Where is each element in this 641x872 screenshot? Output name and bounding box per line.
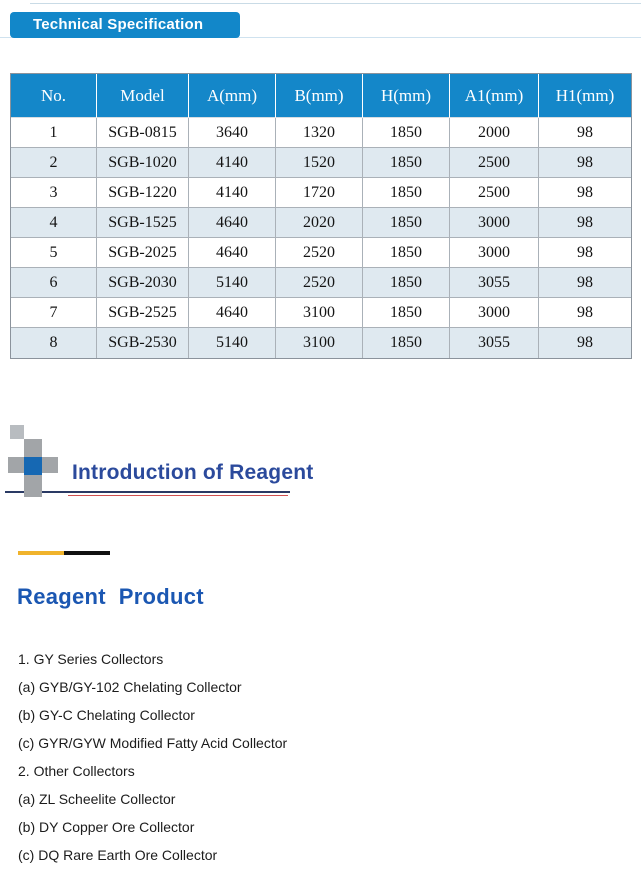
product-list-item: 1. GY Series Collectors — [18, 651, 164, 667]
table-cell: 1850 — [363, 208, 450, 238]
table-cell: 98 — [539, 328, 631, 358]
table-cell: 2 — [11, 148, 97, 178]
table-cell: 3640 — [189, 118, 276, 148]
table-cell: 2520 — [276, 238, 363, 268]
logo-square-light-gray — [10, 425, 24, 439]
table-cell: 2000 — [450, 118, 539, 148]
table-cell: 1850 — [363, 148, 450, 178]
table-cell: 98 — [539, 298, 631, 328]
column-header: No. — [11, 74, 97, 118]
logo-square-gray-left — [8, 457, 24, 473]
table-cell: 2520 — [276, 268, 363, 298]
divider-black-segment — [64, 551, 110, 555]
logo-square-gray-bottom — [24, 475, 42, 497]
table-cell: SGB-2530 — [97, 328, 189, 358]
product-list-item: (b) GY-C Chelating Collector — [18, 707, 195, 723]
column-header: H1(mm) — [539, 74, 631, 118]
heading-navy-underline — [5, 491, 290, 493]
table-cell: 2500 — [450, 178, 539, 208]
spec-table-header-row — [11, 74, 631, 118]
table-cell: 98 — [539, 178, 631, 208]
column-header: H(mm) — [363, 74, 450, 118]
table-cell: 3000 — [450, 298, 539, 328]
table-cell: SGB-2030 — [97, 268, 189, 298]
product-list-item: (c) DQ Rare Earth Ore Collector — [18, 847, 218, 863]
table-cell: 98 — [539, 238, 631, 268]
table-cell: 5 — [11, 238, 97, 268]
table-cell: SGB-0815 — [97, 118, 189, 148]
logo-square-gray-right — [42, 457, 58, 473]
table-cell: 1720 — [276, 178, 363, 208]
table-row — [11, 238, 631, 268]
column-header: A(mm) — [189, 74, 276, 118]
table-row — [11, 328, 631, 358]
table-cell: 3 — [11, 178, 97, 208]
table-cell: 2500 — [450, 148, 539, 178]
table-cell: 6 — [11, 268, 97, 298]
table-cell: 7 — [11, 298, 97, 328]
table-cell: 1850 — [363, 238, 450, 268]
table-cell: 3000 — [450, 238, 539, 268]
table-cell: 4140 — [189, 178, 276, 208]
table-cell: 8 — [11, 328, 97, 358]
table-row — [11, 148, 631, 178]
product-list-item: (b) DY Copper Ore Collector — [18, 819, 195, 835]
table-cell: 98 — [539, 208, 631, 238]
table-cell: 98 — [539, 118, 631, 148]
reagent-product-heading: Reagent Product — [17, 584, 204, 609]
table-cell: 5140 — [189, 268, 276, 298]
table-cell: 4640 — [189, 298, 276, 328]
table-cell: 1850 — [363, 298, 450, 328]
table-cell: 2020 — [276, 208, 363, 238]
product-list-item: (a) GYB/GY-102 Chelating Collector — [18, 679, 242, 695]
spec-table-body — [11, 118, 631, 358]
table-cell: 1850 — [363, 328, 450, 358]
table-cell: 1320 — [276, 118, 363, 148]
table-cell: 98 — [539, 268, 631, 298]
table-row — [11, 298, 631, 328]
table-cell: 3055 — [450, 268, 539, 298]
table-cell: 4640 — [189, 208, 276, 238]
heading-red-underline — [68, 495, 288, 496]
table-cell: 98 — [539, 148, 631, 178]
table-row — [11, 208, 631, 238]
table-row — [11, 118, 631, 148]
table-row — [11, 268, 631, 298]
table-cell: 3055 — [450, 328, 539, 358]
table-cell: SGB-1525 — [97, 208, 189, 238]
column-header: Model — [97, 74, 189, 118]
product-list-item: (a) ZL Scheelite Collector — [18, 791, 176, 807]
table-cell: 3000 — [450, 208, 539, 238]
table-cell: SGB-1020 — [97, 148, 189, 178]
product-list-item: 2. Other Collectors — [18, 763, 135, 779]
table-cell: 1850 — [363, 268, 450, 298]
technical-specification-banner: Technical Specification — [10, 12, 240, 38]
product-list-item: (c) GYR/GYW Modified Fatty Acid Collector — [18, 735, 288, 751]
table-cell: 1850 — [363, 118, 450, 148]
column-header: B(mm) — [276, 74, 363, 118]
logo-square-gray-top — [24, 439, 42, 457]
table-cell: SGB-2025 — [97, 238, 189, 268]
table-cell: 3100 — [276, 298, 363, 328]
table-row — [11, 178, 631, 208]
table-cell: SGB-1220 — [97, 178, 189, 208]
table-cell: 1 — [11, 118, 97, 148]
table-cell: 1520 — [276, 148, 363, 178]
table-cell: 4640 — [189, 238, 276, 268]
table-cell: 1850 — [363, 178, 450, 208]
spec-table — [10, 73, 632, 359]
table-cell: 5140 — [189, 328, 276, 358]
table-cell: 3100 — [276, 328, 363, 358]
top-divider — [30, 3, 641, 4]
introduction-of-reagent-heading: Introduction of Reagent — [72, 461, 314, 484]
divider-gold-segment — [18, 551, 64, 555]
logo-square-blue-center — [24, 457, 42, 475]
table-cell: 4140 — [189, 148, 276, 178]
column-header: A1(mm) — [450, 74, 539, 118]
table-cell: SGB-2525 — [97, 298, 189, 328]
table-cell: 4 — [11, 208, 97, 238]
product-list — [18, 645, 621, 869]
